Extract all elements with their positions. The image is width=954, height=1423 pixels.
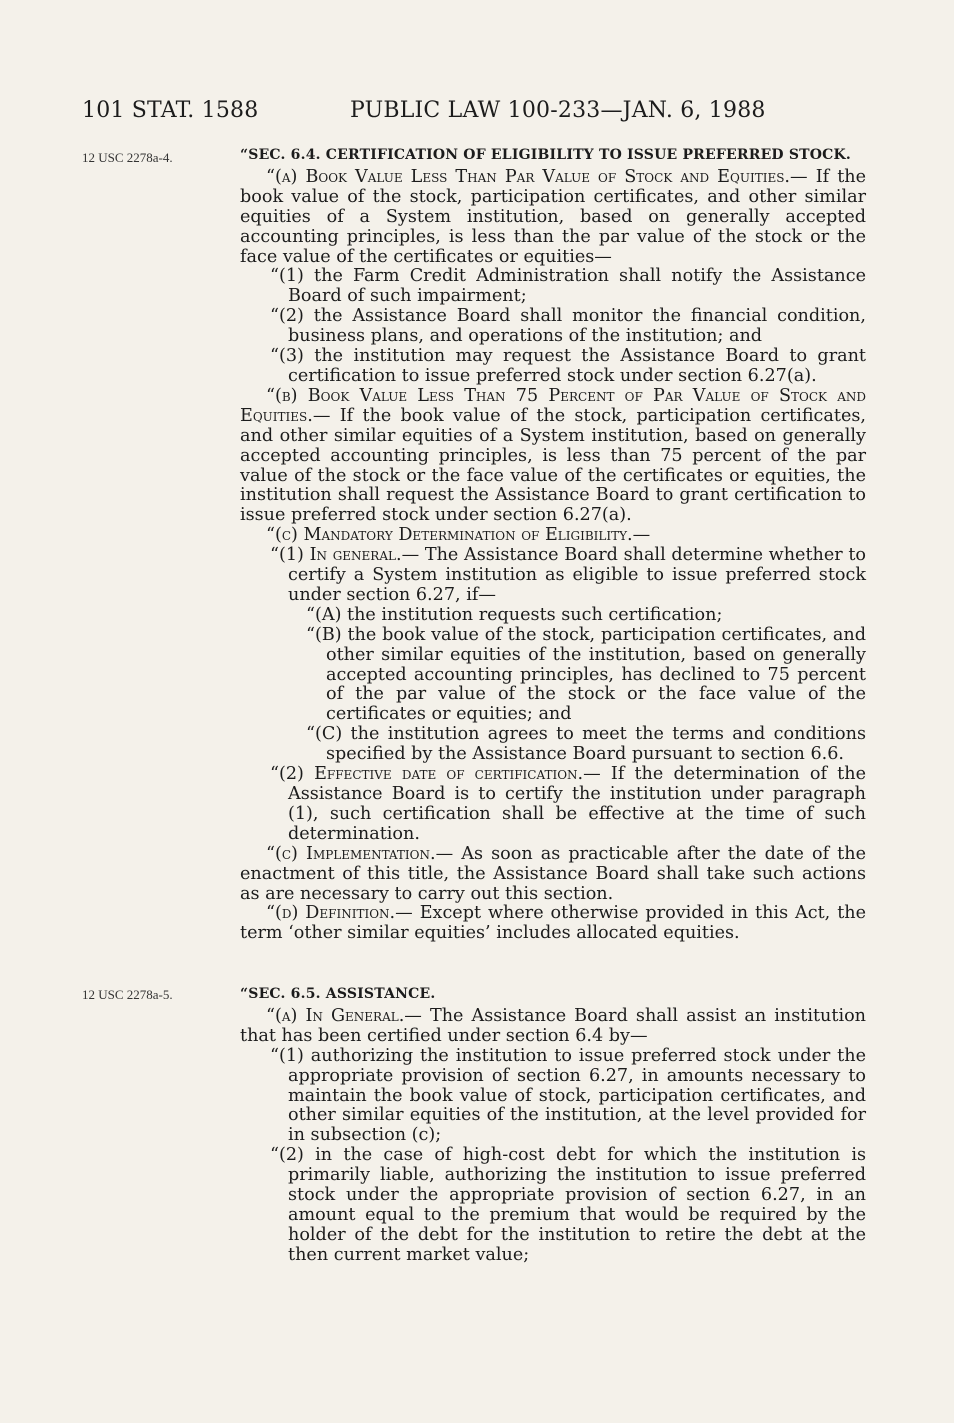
- subsection-c-implementation: [240, 845, 866, 905]
- statute-citation: 101 STAT. 1588: [82, 98, 259, 123]
- clause-cB: “(B) the book value of the stock, participation certificates, and other similar equities of the institution, based on generally accepted accounting principles, has declined to 75 percent of the par value of the stock or the face value of the certificates or equities; and: [306, 624, 866, 725]
- margin-note-usc-2278a-5: 12 USC 2278a-5.: [82, 987, 173, 1002]
- margin-note-usc-2278a-4: 12 USC 2278a-4.: [82, 150, 173, 165]
- definition-heading: “(d) Definition.—: [266, 903, 413, 924]
- subsection-a-text: If the book value of the stock, participation certificates, and other similar equities of a System institution, based on generally accepted accounting principles, is less than the par value of the stock or the face value of the certificates or equities—: [240, 166, 867, 267]
- paragraph-a3: “(3) the institution may request the Assistance Board to grant certification to issue preferred stock under section 6.27(a).: [270, 346, 866, 386]
- section-6-5-a-text: The Assistance Board shall assist an institution that has been certified under section 6.4 by—: [240, 1005, 867, 1046]
- subsection-b-heading: “(b) Book Value Less Than 75 Percent of Par Value of Stock and Equities.—: [240, 385, 866, 426]
- subsection-a: [240, 168, 866, 268]
- paragraph-a1: “(1) the Farm Credit Administration shall notify the Assistance Board of such impairment;: [270, 266, 866, 307]
- implementation-text: As soon as practicable after the date of the enactment of this title, the Assistance Board shall take such actions as are necessary to carry out this section.: [240, 843, 866, 904]
- paragraph-c2-heading: “(2) Effective date of certification.—: [270, 764, 601, 785]
- section-6-4: [240, 146, 866, 944]
- clause-cA: “(A) the institution requests such certification;: [306, 604, 723, 625]
- paragraph-c1-text: The Assistance Board shall determine whether to certify a System institution as eligible to issue preferred stock under section 6.27, if—: [288, 545, 867, 605]
- paragraph-c1-heading: “(1) In general.—: [270, 545, 420, 566]
- subsection-a-heading: “(a) Book Value Less Than Par Value of Stock and Equities.—: [266, 166, 808, 187]
- section-6-5: [240, 985, 866, 1266]
- paragraph-c2: [240, 765, 866, 845]
- definition-text: Except where otherwise provided in this Act, the term ‘other similar equities’ includes allocated equities.: [240, 903, 867, 944]
- paragraph-c2-text: If the determination of the Assistance Board is to certify the institution under paragraph (1), such certification shall be effective at the time of such determination.: [288, 764, 866, 844]
- section-6-5-paragraph-1: “(1) authorizing the institution to issue preferred stock under the appropriate provision of section 6.27, in amounts necessary to maintain the book value of stock, participation certificates, and other similar equities of the institution, at the level provided for in subsection (c);: [270, 1045, 866, 1146]
- implementation-heading: “(c) Implementation.—: [266, 843, 454, 864]
- subsection-b-text: If the book value of the stock, participation certificates, and other similar equities of a System institution, based on generally accepted accounting principles, is less than 75 percent of the par value of the stock or the face value of the certificates or equities, the institution shall request the Assistance Board to grant certification to issue preferred stock under section 6.27(a).: [240, 405, 866, 526]
- section-6-5-paragraph-2: “(2) in the case of high-cost debt for which the institution is primarily liable, authorizing the institution to issue preferred stock under the appropriate provision of section 6.27, in an amount equal to the premium that would be required by the holder of the debt for the institution to retire the debt at the then current market value;: [270, 1145, 866, 1265]
- section-6-5-a-heading: “(a) In General.—: [266, 1005, 422, 1026]
- subsection-b: [240, 387, 866, 526]
- subsection-c-heading: “(c) Mandatory Determination of Eligibility.—: [266, 525, 651, 546]
- section-6-4-heading: “SEC. 6.4. CERTIFICATION OF ELIGIBILITY TO ISSUE PREFERRED STOCK.: [240, 147, 851, 163]
- public-law-title: PUBLIC LAW 100-233—JAN. 6, 1988: [350, 98, 766, 123]
- section-6-5-heading: “SEC. 6.5. ASSISTANCE.: [240, 986, 436, 1002]
- paragraph-c1: [240, 546, 866, 606]
- section-6-5-subsection-a: [240, 1007, 866, 1047]
- paragraph-a2: “(2) the Assistance Board shall monitor the financial condition, business plans, and operations of the institution; and: [270, 306, 866, 347]
- subsection-d: [240, 904, 866, 944]
- clause-cC: “(C) the institution agrees to meet the terms and conditions specified by the Assistance Board pursuant to section 6.6.: [306, 724, 866, 765]
